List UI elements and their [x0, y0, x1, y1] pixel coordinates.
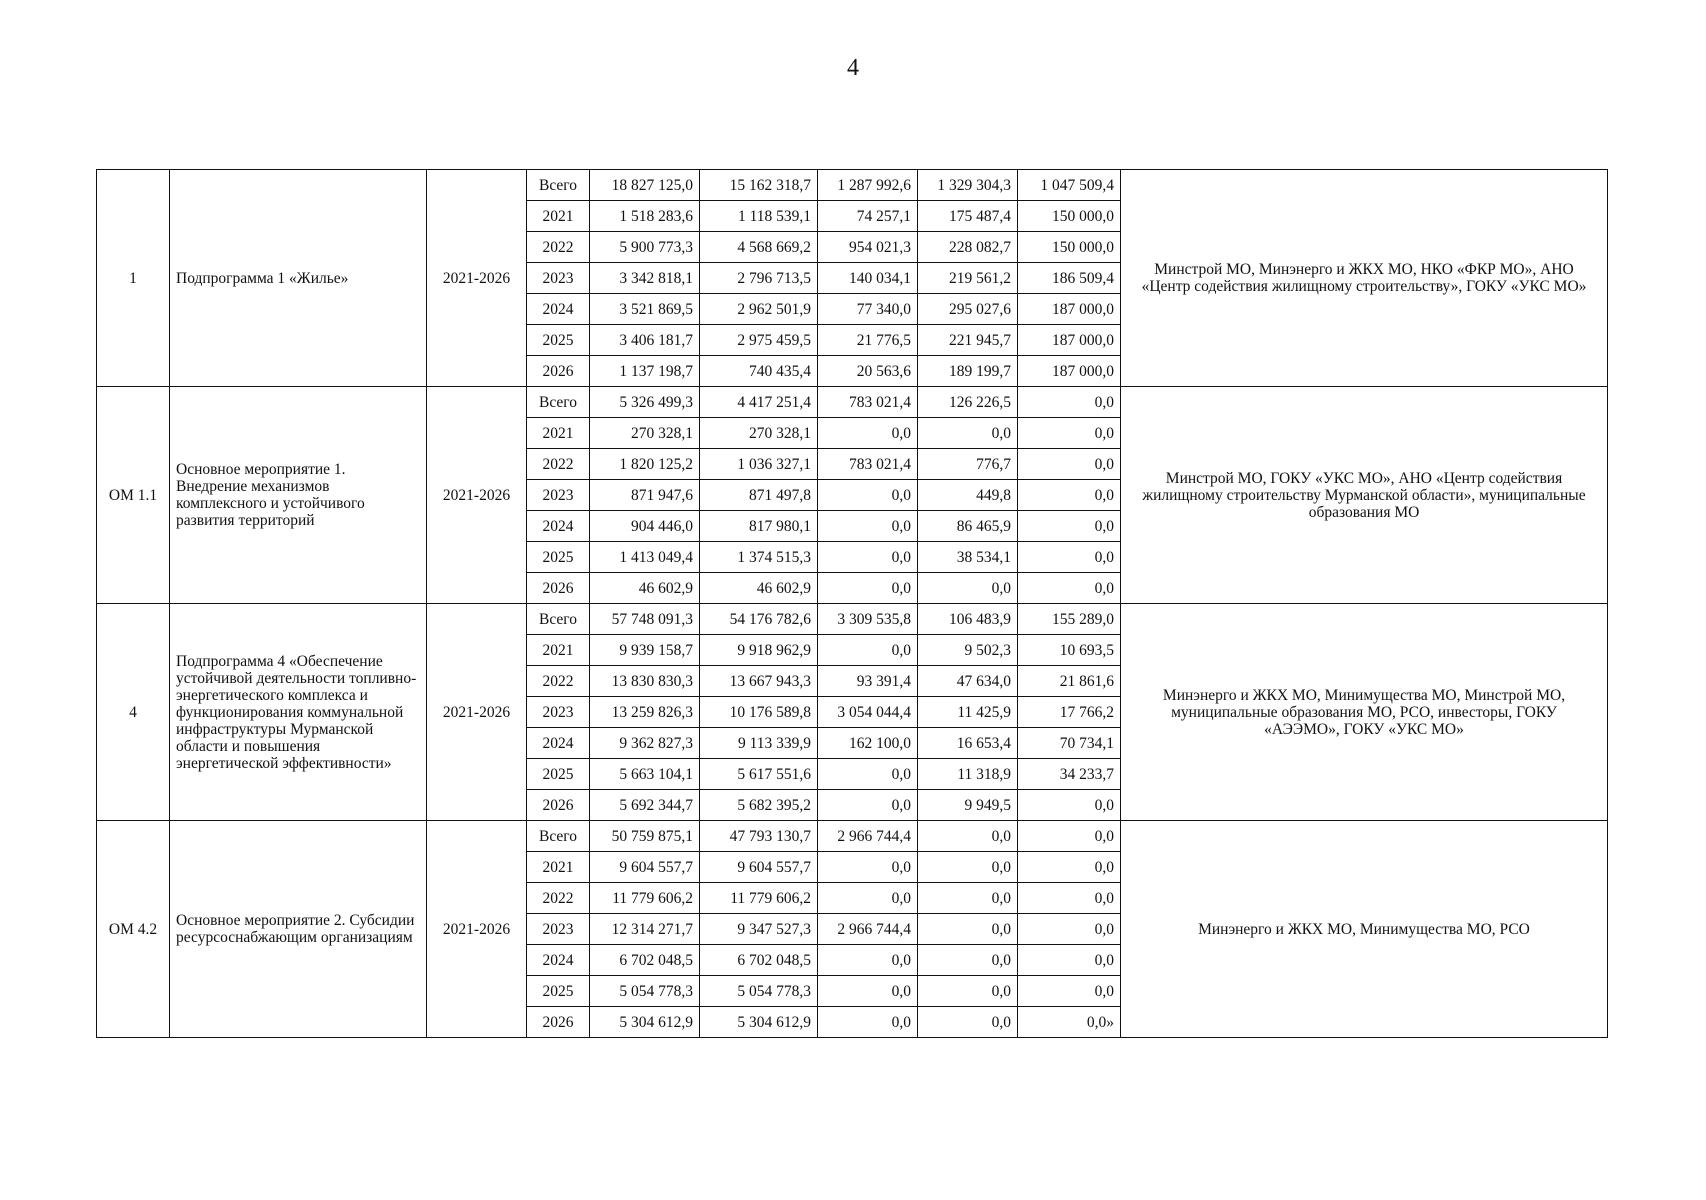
value-cell: 5 304 612,9: [700, 1007, 818, 1038]
table-row: [97, 821, 1608, 852]
value-cell: 189 199,7: [918, 356, 1018, 387]
value-cell: 9 113 339,9: [700, 728, 818, 759]
value-cell: 11 779 606,2: [590, 883, 700, 914]
value-cell: 1 137 198,7: [590, 356, 700, 387]
year-cell: Всего: [527, 170, 590, 201]
value-cell: 0,0: [818, 418, 918, 449]
value-cell: 0,0: [1018, 542, 1121, 573]
table-body: [97, 170, 1608, 1038]
value-cell: 0,0»: [1018, 1007, 1121, 1038]
value-cell: 126 226,5: [918, 387, 1018, 418]
value-cell: 295 027,6: [918, 294, 1018, 325]
year-cell: 2021: [527, 635, 590, 666]
value-cell: 0,0: [918, 883, 1018, 914]
year-cell: 2025: [527, 759, 590, 790]
executors-cell: Минстрой МО, Минэнерго и ЖКХ МО, НКО «ФКР МО», АНО «Центр содействия жилищному строительству», ГОКУ «УКС МО»: [1121, 170, 1608, 387]
value-cell: 4 417 251,4: [700, 387, 818, 418]
value-cell: 2 962 501,9: [700, 294, 818, 325]
item-period: 2021-2026: [427, 170, 527, 387]
value-cell: 0,0: [918, 945, 1018, 976]
value-cell: 0,0: [818, 635, 918, 666]
value-cell: 38 534,1: [918, 542, 1018, 573]
value-cell: 9 939 158,7: [590, 635, 700, 666]
year-cell: 2025: [527, 542, 590, 573]
item-name: Подпрограмма 1 «Жилье»: [170, 170, 427, 387]
value-cell: 740 435,4: [700, 356, 818, 387]
value-cell: 783 021,4: [818, 449, 918, 480]
value-cell: 0,0: [918, 914, 1018, 945]
value-cell: 3 342 818,1: [590, 263, 700, 294]
value-cell: 270 328,1: [700, 418, 818, 449]
value-cell: 15 162 318,7: [700, 170, 818, 201]
value-cell: 13 667 943,3: [700, 666, 818, 697]
year-cell: Всего: [527, 387, 590, 418]
value-cell: 106 483,9: [918, 604, 1018, 635]
value-cell: 1 518 283,6: [590, 201, 700, 232]
value-cell: 140 034,1: [818, 263, 918, 294]
value-cell: 0,0: [818, 1007, 918, 1038]
value-cell: 13 259 826,3: [590, 697, 700, 728]
value-cell: 904 446,0: [590, 511, 700, 542]
year-cell: 2024: [527, 728, 590, 759]
value-cell: 0,0: [1018, 790, 1121, 821]
value-cell: 57 748 091,3: [590, 604, 700, 635]
item-name: Подпрограмма 4 «Обеспечение устойчивой деятельности топливно-энергетического комплекса и функционирования коммунальной инфраструктуры Мурманской области и повышения энергетической эффективности»: [170, 604, 427, 821]
value-cell: 776,7: [918, 449, 1018, 480]
value-cell: 954 021,3: [818, 232, 918, 263]
year-cell: 2022: [527, 232, 590, 263]
budget-table: [96, 169, 1608, 1038]
item-name: Основное мероприятие 1. Внедрение механизмов комплексного и устойчивого развития территорий: [170, 387, 427, 604]
value-cell: 2 966 744,4: [818, 821, 918, 852]
value-cell: 6 702 048,5: [700, 945, 818, 976]
year-cell: 2024: [527, 945, 590, 976]
executors-cell: Минэнерго и ЖКХ МО, Минимущества МО, Минстрой МО, муниципальные образования МО, РСО, инвесторы, ГОКУ «АЭЭМО», ГОКУ «УКС МО»: [1121, 604, 1608, 821]
value-cell: 0,0: [1018, 883, 1121, 914]
value-cell: 155 289,0: [1018, 604, 1121, 635]
value-cell: 0,0: [1018, 449, 1121, 480]
value-cell: 11 779 606,2: [700, 883, 818, 914]
year-cell: 2026: [527, 790, 590, 821]
year-cell: 2023: [527, 914, 590, 945]
value-cell: 2 966 744,4: [818, 914, 918, 945]
value-cell: 13 830 830,3: [590, 666, 700, 697]
year-cell: 2021: [527, 852, 590, 883]
item-period: 2021-2026: [427, 387, 527, 604]
year-cell: 2026: [527, 356, 590, 387]
value-cell: 2 975 459,5: [700, 325, 818, 356]
value-cell: 9 362 827,3: [590, 728, 700, 759]
value-cell: 150 000,0: [1018, 201, 1121, 232]
value-cell: 449,8: [918, 480, 1018, 511]
value-cell: 0,0: [818, 511, 918, 542]
value-cell: 0,0: [818, 852, 918, 883]
value-cell: 175 487,4: [918, 201, 1018, 232]
value-cell: 0,0: [818, 790, 918, 821]
value-cell: 11 318,9: [918, 759, 1018, 790]
value-cell: 74 257,1: [818, 201, 918, 232]
value-cell: 5 663 104,1: [590, 759, 700, 790]
value-cell: 9 502,3: [918, 635, 1018, 666]
value-cell: 3 521 869,5: [590, 294, 700, 325]
value-cell: 9 604 557,7: [590, 852, 700, 883]
value-cell: 5 900 773,3: [590, 232, 700, 263]
value-cell: 187 000,0: [1018, 356, 1121, 387]
value-cell: 1 820 125,2: [590, 449, 700, 480]
value-cell: 1 329 304,3: [918, 170, 1018, 201]
value-cell: 6 702 048,5: [590, 945, 700, 976]
year-cell: 2025: [527, 976, 590, 1007]
value-cell: 9 347 527,3: [700, 914, 818, 945]
item-name: Основное мероприятие 2. Субсидии ресурсоснабжающим организациям: [170, 821, 427, 1038]
value-cell: 0,0: [918, 852, 1018, 883]
value-cell: 5 692 344,7: [590, 790, 700, 821]
value-cell: 0,0: [1018, 418, 1121, 449]
year-cell: Всего: [527, 821, 590, 852]
value-cell: 16 653,4: [918, 728, 1018, 759]
value-cell: 0,0: [918, 1007, 1018, 1038]
year-cell: 2022: [527, 666, 590, 697]
table-row: [97, 387, 1608, 418]
value-cell: 0,0: [1018, 821, 1121, 852]
value-cell: 47 793 130,7: [700, 821, 818, 852]
value-cell: 0,0: [1018, 480, 1121, 511]
item-number: ОМ 1.1: [97, 387, 170, 604]
value-cell: 5 326 499,3: [590, 387, 700, 418]
item-number: ОМ 4.2: [97, 821, 170, 1038]
year-cell: 2024: [527, 511, 590, 542]
year-cell: 2023: [527, 480, 590, 511]
value-cell: 228 082,7: [918, 232, 1018, 263]
value-cell: 871 497,8: [700, 480, 818, 511]
value-cell: 3 054 044,4: [818, 697, 918, 728]
value-cell: 783 021,4: [818, 387, 918, 418]
item-number: 1: [97, 170, 170, 387]
value-cell: 10 693,5: [1018, 635, 1121, 666]
value-cell: 54 176 782,6: [700, 604, 818, 635]
year-cell: 2024: [527, 294, 590, 325]
value-cell: 0,0: [918, 976, 1018, 1007]
value-cell: 21 861,6: [1018, 666, 1121, 697]
value-cell: 5 054 778,3: [700, 976, 818, 1007]
year-cell: 2026: [527, 1007, 590, 1038]
value-cell: 9 918 962,9: [700, 635, 818, 666]
value-cell: 871 947,6: [590, 480, 700, 511]
year-cell: 2026: [527, 573, 590, 604]
year-cell: 2025: [527, 325, 590, 356]
value-cell: 0,0: [818, 976, 918, 1007]
value-cell: 0,0: [818, 542, 918, 573]
executors-cell: Минэнерго и ЖКХ МО, Минимущества МО, РСО: [1121, 821, 1608, 1038]
value-cell: 4 568 669,2: [700, 232, 818, 263]
value-cell: 18 827 125,0: [590, 170, 700, 201]
value-cell: 9 949,5: [918, 790, 1018, 821]
value-cell: 77 340,0: [818, 294, 918, 325]
value-cell: 0,0: [918, 573, 1018, 604]
value-cell: 0,0: [1018, 511, 1121, 542]
value-cell: 1 047 509,4: [1018, 170, 1121, 201]
value-cell: 5 304 612,9: [590, 1007, 700, 1038]
value-cell: 150 000,0: [1018, 232, 1121, 263]
value-cell: 11 425,9: [918, 697, 1018, 728]
value-cell: 270 328,1: [590, 418, 700, 449]
value-cell: 9 604 557,7: [700, 852, 818, 883]
value-cell: 1 374 515,3: [700, 542, 818, 573]
value-cell: 10 176 589,8: [700, 697, 818, 728]
value-cell: 5 054 778,3: [590, 976, 700, 1007]
value-cell: 46 602,9: [590, 573, 700, 604]
value-cell: 47 634,0: [918, 666, 1018, 697]
item-period: 2021-2026: [427, 821, 527, 1038]
value-cell: 187 000,0: [1018, 294, 1121, 325]
value-cell: 46 602,9: [700, 573, 818, 604]
value-cell: 0,0: [818, 883, 918, 914]
value-cell: 1 413 049,4: [590, 542, 700, 573]
table-row: [97, 604, 1608, 635]
year-cell: 2023: [527, 263, 590, 294]
value-cell: 20 563,6: [818, 356, 918, 387]
value-cell: 0,0: [818, 573, 918, 604]
value-cell: 0,0: [1018, 914, 1121, 945]
value-cell: 21 776,5: [818, 325, 918, 356]
year-cell: Всего: [527, 604, 590, 635]
value-cell: 221 945,7: [918, 325, 1018, 356]
value-cell: 0,0: [1018, 976, 1121, 1007]
value-cell: 34 233,7: [1018, 759, 1121, 790]
year-cell: 2021: [527, 201, 590, 232]
value-cell: 0,0: [1018, 852, 1121, 883]
value-cell: 187 000,0: [1018, 325, 1121, 356]
value-cell: 5 682 395,2: [700, 790, 818, 821]
value-cell: 0,0: [918, 821, 1018, 852]
value-cell: 3 309 535,8: [818, 604, 918, 635]
table-row: [97, 170, 1608, 201]
value-cell: 1 118 539,1: [700, 201, 818, 232]
value-cell: 0,0: [1018, 945, 1121, 976]
year-cell: 2022: [527, 883, 590, 914]
item-period: 2021-2026: [427, 604, 527, 821]
value-cell: 0,0: [918, 418, 1018, 449]
item-number: 4: [97, 604, 170, 821]
value-cell: 162 100,0: [818, 728, 918, 759]
value-cell: 2 796 713,5: [700, 263, 818, 294]
value-cell: 1 287 992,6: [818, 170, 918, 201]
value-cell: 1 036 327,1: [700, 449, 818, 480]
value-cell: 219 561,2: [918, 263, 1018, 294]
value-cell: 3 406 181,7: [590, 325, 700, 356]
value-cell: 0,0: [1018, 387, 1121, 418]
value-cell: 817 980,1: [700, 511, 818, 542]
page-number: 4: [847, 55, 859, 81]
value-cell: 0,0: [818, 480, 918, 511]
value-cell: 0,0: [818, 945, 918, 976]
executors-cell: Минстрой МО, ГОКУ «УКС МО», АНО «Центр содействия жилищному строительству Мурманской области», муниципальные образования МО: [1121, 387, 1608, 604]
value-cell: 12 314 271,7: [590, 914, 700, 945]
value-cell: 5 617 551,6: [700, 759, 818, 790]
value-cell: 86 465,9: [918, 511, 1018, 542]
value-cell: 186 509,4: [1018, 263, 1121, 294]
value-cell: 0,0: [818, 759, 918, 790]
year-cell: 2023: [527, 697, 590, 728]
value-cell: 93 391,4: [818, 666, 918, 697]
value-cell: 50 759 875,1: [590, 821, 700, 852]
value-cell: 17 766,2: [1018, 697, 1121, 728]
value-cell: 70 734,1: [1018, 728, 1121, 759]
value-cell: 0,0: [1018, 573, 1121, 604]
year-cell: 2022: [527, 449, 590, 480]
year-cell: 2021: [527, 418, 590, 449]
